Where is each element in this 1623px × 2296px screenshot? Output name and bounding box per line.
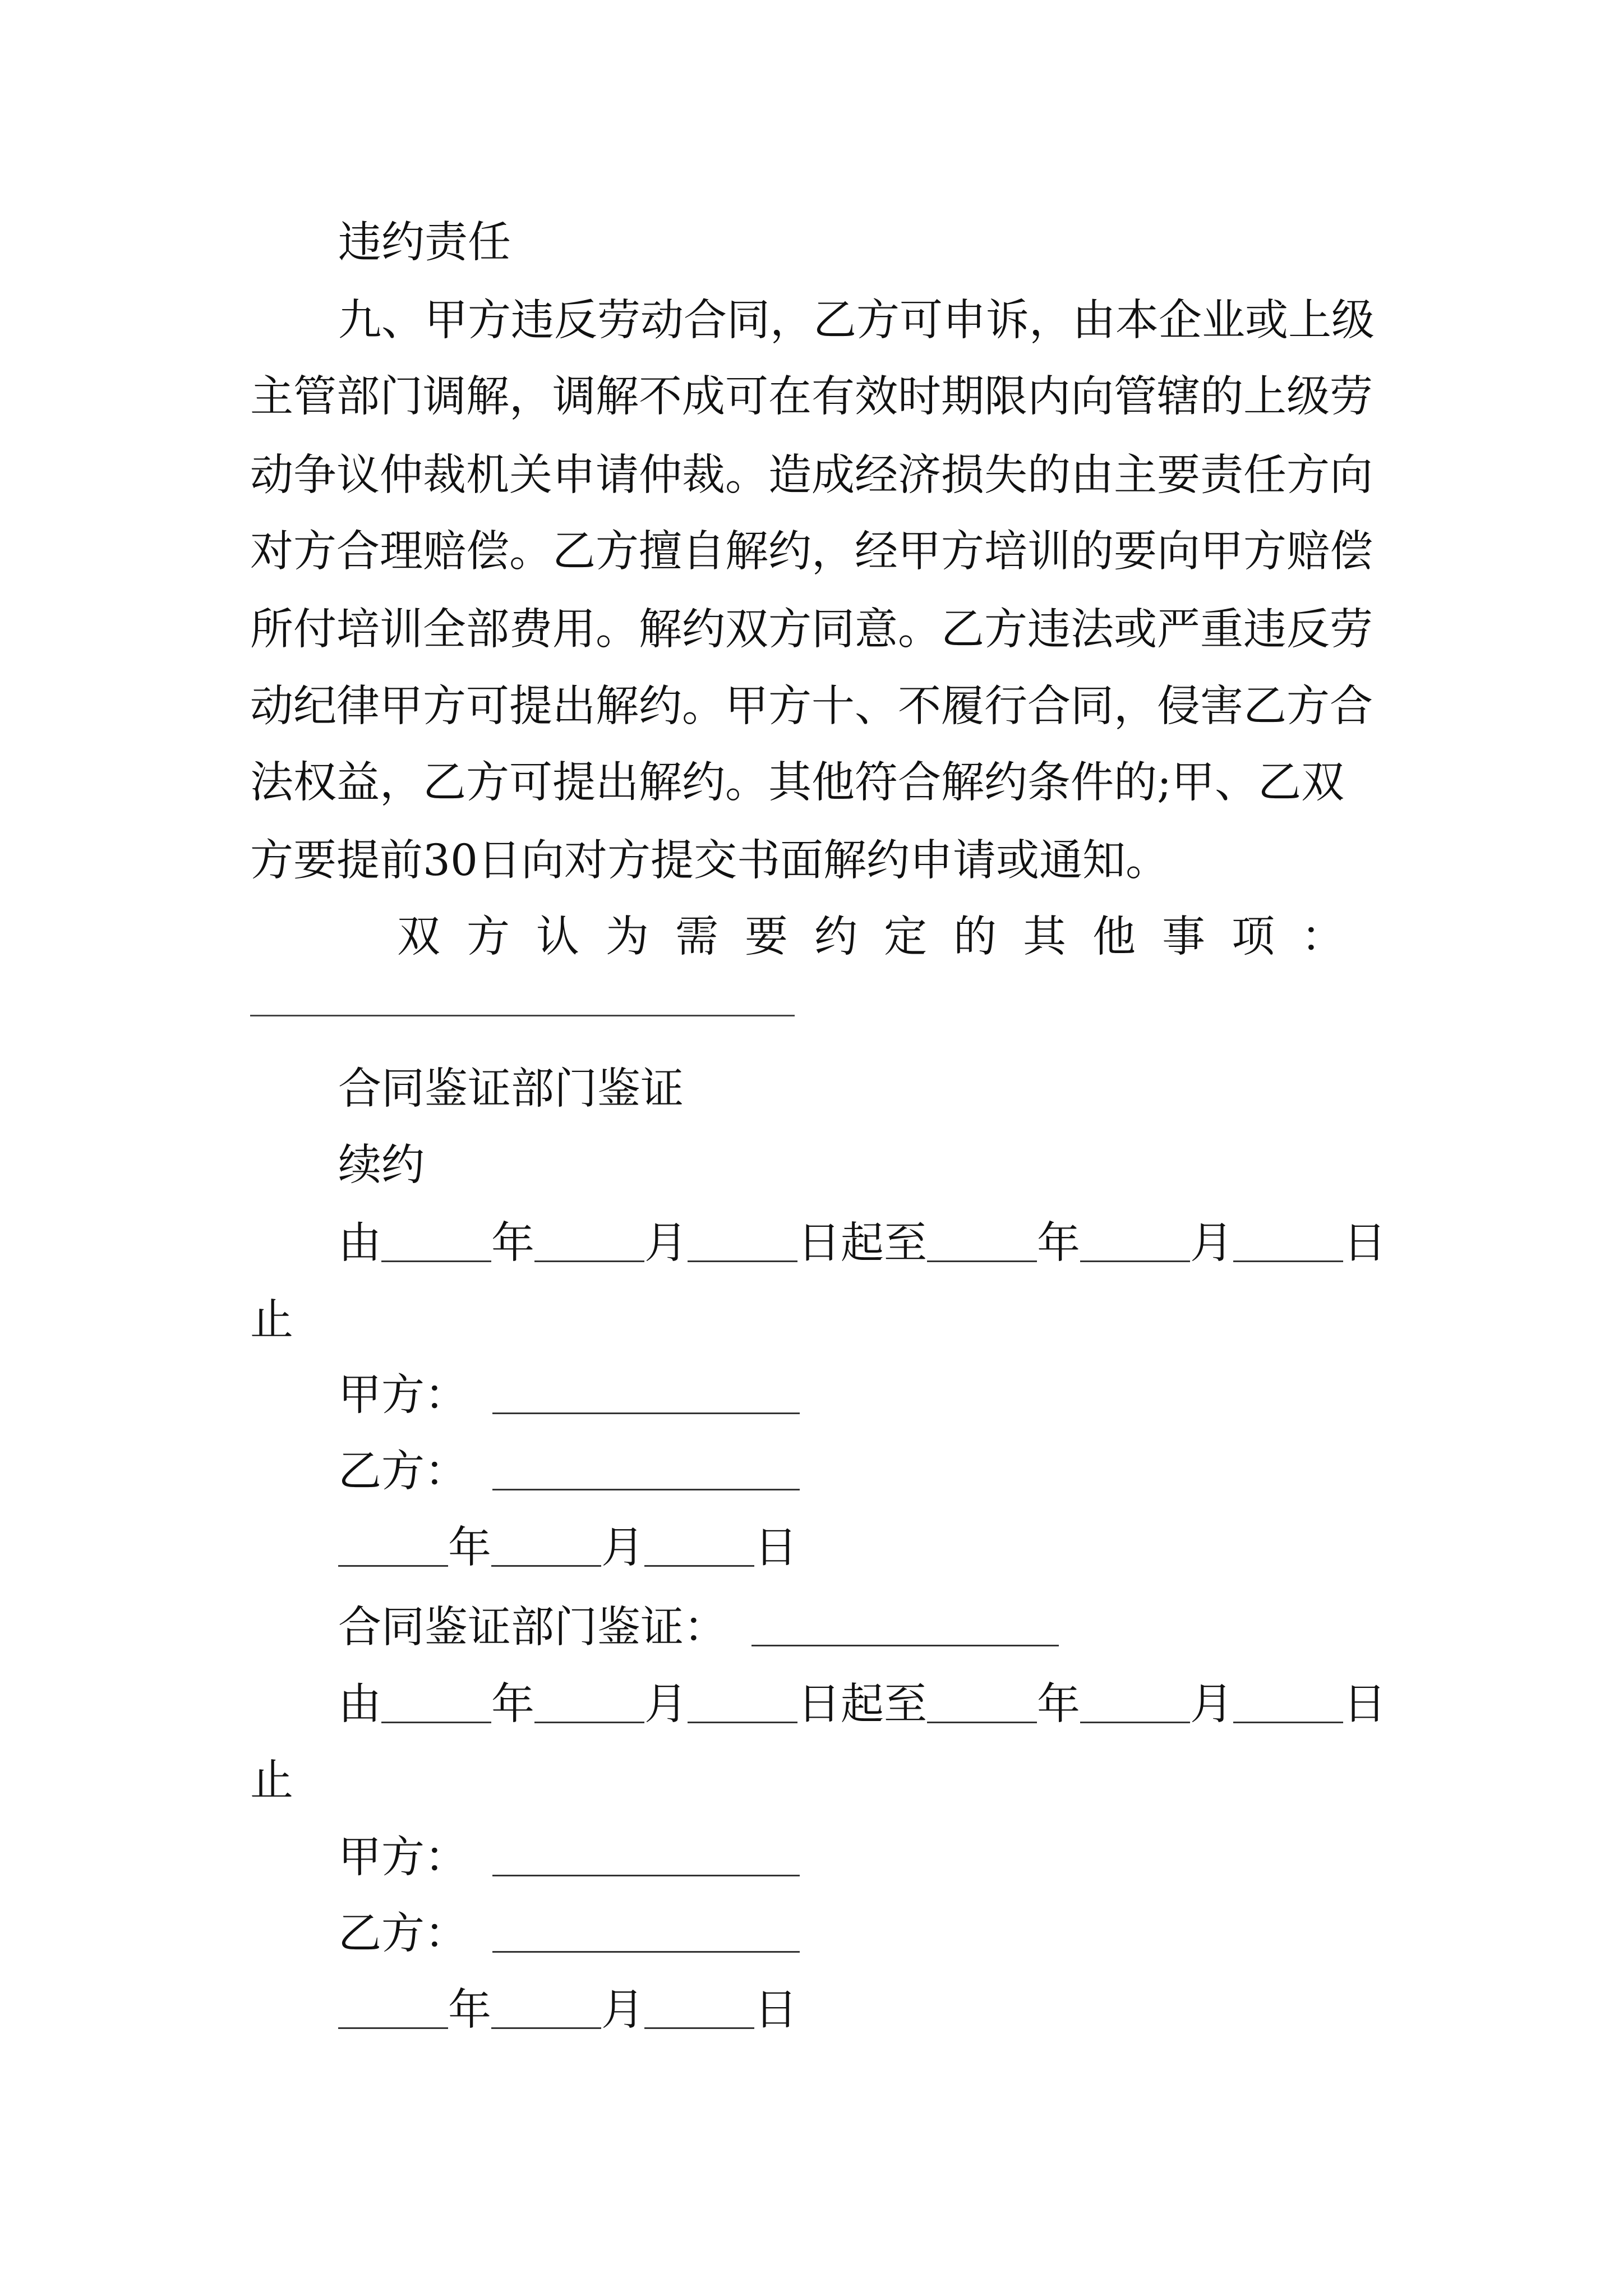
- paragraph-line: 方要提前30日向对方提交书面解约申请或通知。: [250, 836, 1169, 886]
- blank-field[interactable]: [1080, 1260, 1190, 1262]
- party-a-field[interactable]: [492, 1412, 800, 1414]
- other-matters-blank[interactable]: [250, 1015, 795, 1016]
- party-b-field[interactable]: [492, 1951, 800, 1953]
- verify-field[interactable]: [751, 1645, 1059, 1646]
- year-label: 年: [491, 1680, 534, 1729]
- paragraph-line: 主管部门调解，调解不成可在有效时期限内向管辖的上级劳: [250, 372, 1373, 422]
- blank-field[interactable]: [1080, 1722, 1190, 1723]
- party-b-row: [338, 1441, 800, 1503]
- blank-field[interactable]: [491, 1565, 601, 1567]
- month-label: 月: [1190, 1680, 1233, 1729]
- paragraph-line: 法权益，乙方可提出解约。其他符合解约条件的;甲、乙双: [250, 758, 1344, 808]
- party-b-field[interactable]: [492, 1489, 800, 1490]
- day-label: 日: [754, 1985, 797, 2035]
- month-label: 月: [644, 1680, 688, 1729]
- from-label: 由: [338, 1680, 381, 1729]
- renewal-title: 续约: [338, 1140, 425, 1190]
- blank-field[interactable]: [688, 1722, 797, 1723]
- blank-field[interactable]: [381, 1722, 491, 1723]
- verify-label: 合同鉴证部门鉴证：: [338, 1603, 727, 1653]
- party-b-label: 乙方：: [338, 1447, 468, 1497]
- month-label: 月: [1190, 1218, 1233, 1268]
- blank-field[interactable]: [1233, 1260, 1343, 1262]
- month-label: 月: [601, 1985, 644, 2035]
- sign-date-row: [338, 1517, 797, 1579]
- paragraph-line: 所付培训全部费用。解约双方同意。乙方违法或严重违反劳: [250, 605, 1373, 655]
- party-a-label: 甲方：: [338, 1833, 468, 1883]
- year-label: 年: [1037, 1680, 1080, 1729]
- blank-field[interactable]: [644, 1565, 754, 1567]
- day-to-label: 日起至: [797, 1680, 927, 1729]
- blank-field[interactable]: [534, 1722, 644, 1723]
- section-title: 违约责任: [338, 218, 511, 268]
- party-b-label: 乙方：: [338, 1909, 468, 1959]
- party-b-row: [338, 1903, 800, 1965]
- party-a-row: [338, 1827, 800, 1889]
- year-label: 年: [491, 1218, 534, 1268]
- party-a-field[interactable]: [492, 1875, 800, 1876]
- blank-field[interactable]: [927, 1260, 1037, 1262]
- blank-field[interactable]: [338, 1565, 448, 1567]
- verify-title: 合同鉴证部门鉴证: [338, 1064, 684, 1114]
- blank-field[interactable]: [491, 2027, 601, 2029]
- blank-field[interactable]: [644, 2027, 754, 2029]
- party-a-label: 甲方：: [338, 1370, 468, 1420]
- blank-field[interactable]: [927, 1722, 1037, 1723]
- paragraph-line: 九、甲方违反劳动合同，乙方可申诉，由本企业或上级: [338, 296, 1375, 346]
- from-label: 由: [338, 1218, 381, 1268]
- month-label: 月: [644, 1218, 688, 1268]
- blank-field[interactable]: [381, 1260, 491, 1262]
- end-label: 止: [250, 1295, 293, 1345]
- renewal-date-range: [338, 1674, 1386, 1736]
- day-label: 日: [1343, 1218, 1386, 1268]
- blank-field[interactable]: [338, 2027, 448, 2029]
- day-label: 日: [1343, 1680, 1386, 1729]
- year-label: 年: [448, 1523, 491, 1573]
- paragraph-line: 动争议仲裁机关申请仲裁。造成经济损失的由主要责任方向: [250, 450, 1373, 500]
- paragraph-line: 对方合理赔偿。乙方擅自解约，经甲方培训的要向甲方赔偿: [250, 527, 1373, 577]
- year-label: 年: [1037, 1218, 1080, 1268]
- verify-row: [338, 1597, 1059, 1659]
- blank-field[interactable]: [534, 1260, 644, 1262]
- blank-field[interactable]: [1233, 1722, 1343, 1723]
- renewal-date-range: [338, 1213, 1386, 1274]
- year-label: 年: [448, 1985, 491, 2035]
- party-a-row: [338, 1365, 800, 1427]
- day-to-label: 日起至: [797, 1218, 927, 1268]
- sign-date-row: [338, 1980, 797, 2041]
- month-label: 月: [601, 1523, 644, 1573]
- paragraph-line: 动纪律甲方可提出解约。甲方十、不履行合同，侵害乙方合: [250, 682, 1373, 731]
- other-matters-label: 双方认为需要约定的其他事项：: [397, 912, 1371, 962]
- end-label: 止: [250, 1756, 293, 1806]
- blank-field[interactable]: [688, 1260, 797, 1262]
- day-label: 日: [754, 1523, 797, 1573]
